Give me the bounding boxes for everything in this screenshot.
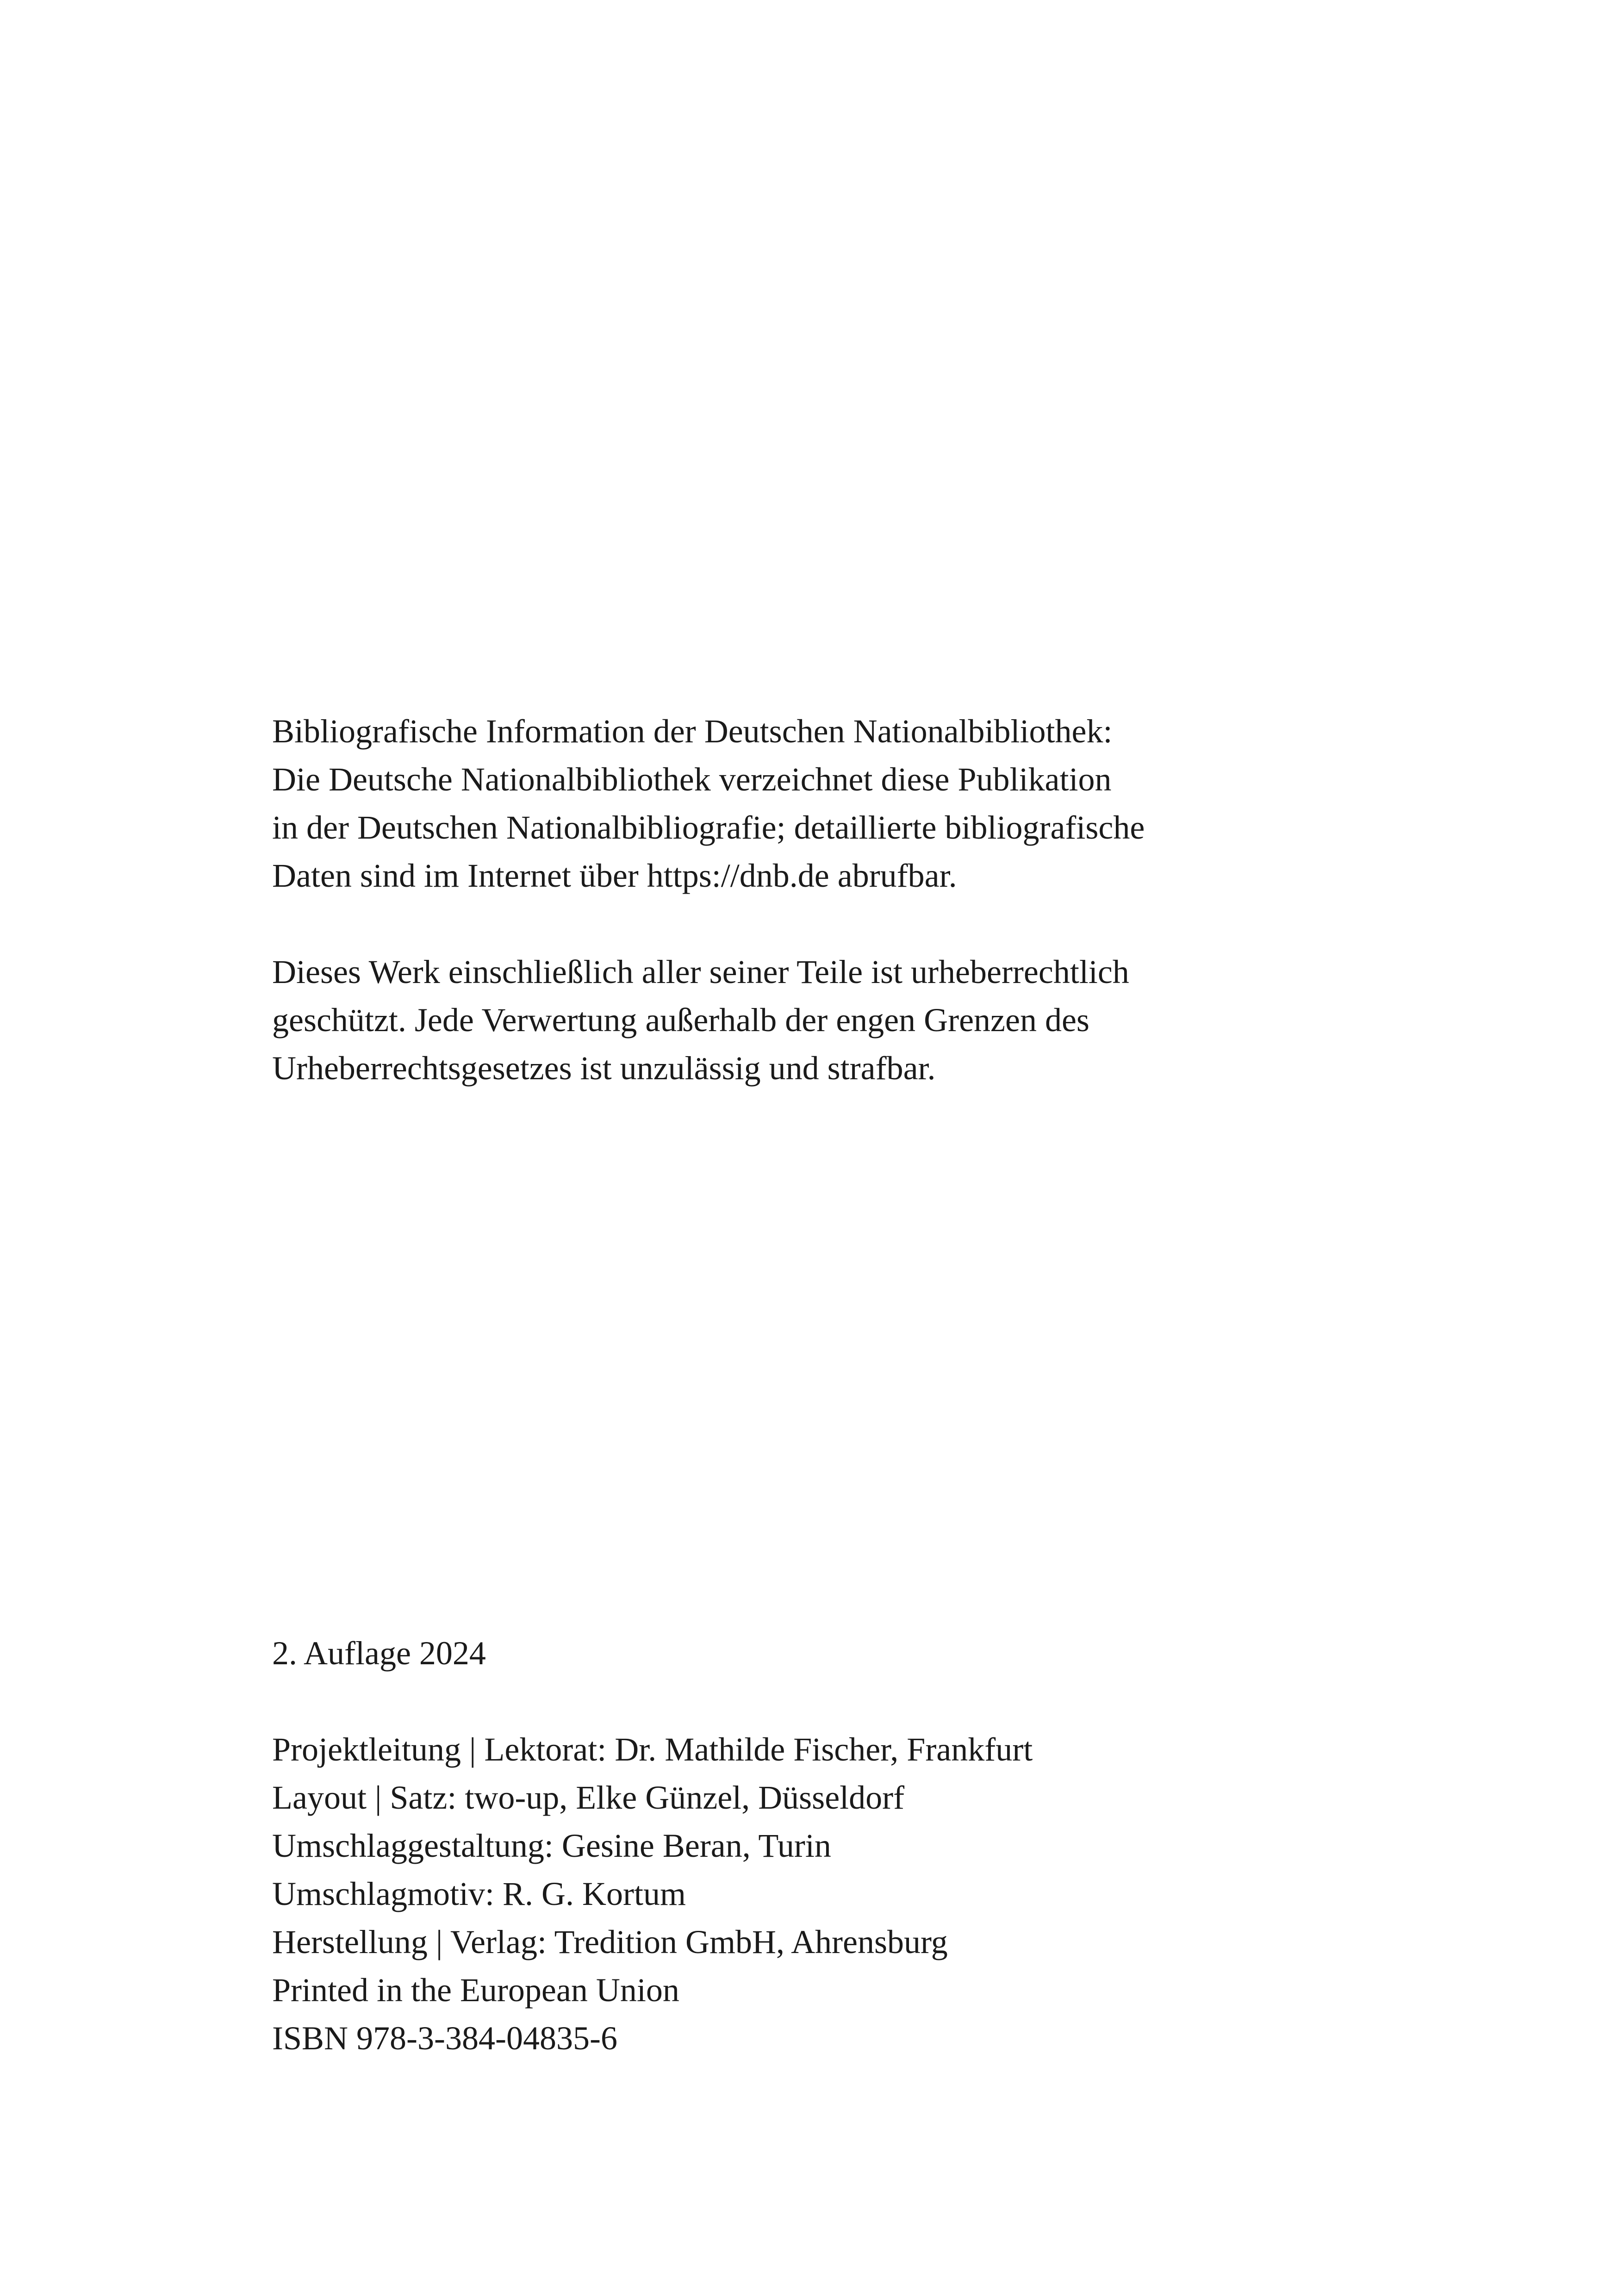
- bibliographic-notice-line: Bibliografische Information der Deutschen Nationalbibliothek:: [272, 713, 1113, 750]
- edition-line: 2. Auflage 2024: [272, 1635, 486, 1672]
- credit-project-lead: Projektleitung | Lektorat: Dr. Mathilde Fischer, Frankfurt: [272, 1731, 1033, 1768]
- printed-in: Printed in the European Union: [272, 1972, 679, 2009]
- copyright-notice-line: geschützt. Jede Verwertung außerhalb der engen Grenzen des: [272, 1002, 1089, 1039]
- credit-production: Herstellung | Verlag: Tredition GmbH, Ahrensburg: [272, 1923, 948, 1960]
- credit-layout: Layout | Satz: two-up, Elke Günzel, Düsseldorf: [272, 1779, 905, 1816]
- copyright-notice-line: Dieses Werk einschließlich aller seiner Teile ist urheberrechtlich: [272, 953, 1129, 990]
- credits-list: [272, 1725, 1337, 2062]
- isbn: ISBN 978-3-384-04835-6: [272, 2020, 617, 2057]
- bibliographic-notice-line: Daten sind im Internet über https://dnb.de abrufbar.: [272, 857, 957, 894]
- bibliographic-notice-line: Die Deutsche Nationalbibliothek verzeichnet diese Publikation: [272, 761, 1112, 798]
- edition-info: [272, 1629, 1337, 1677]
- credit-cover-design: Umschlaggestaltung: Gesine Beran, Turin: [272, 1827, 831, 1864]
- copyright-notice-line: Urheberrechtsgesetzes ist unzulässig und strafbar.: [272, 1050, 936, 1087]
- copyright-notice: [272, 948, 1337, 1092]
- credit-cover-motif: Umschlagmotiv: R. G. Kortum: [272, 1875, 686, 1912]
- bibliographic-notice: [272, 707, 1337, 900]
- bibliographic-notice-line: in der Deutschen Nationalbibliografie; detaillierte bibliografische: [272, 809, 1145, 846]
